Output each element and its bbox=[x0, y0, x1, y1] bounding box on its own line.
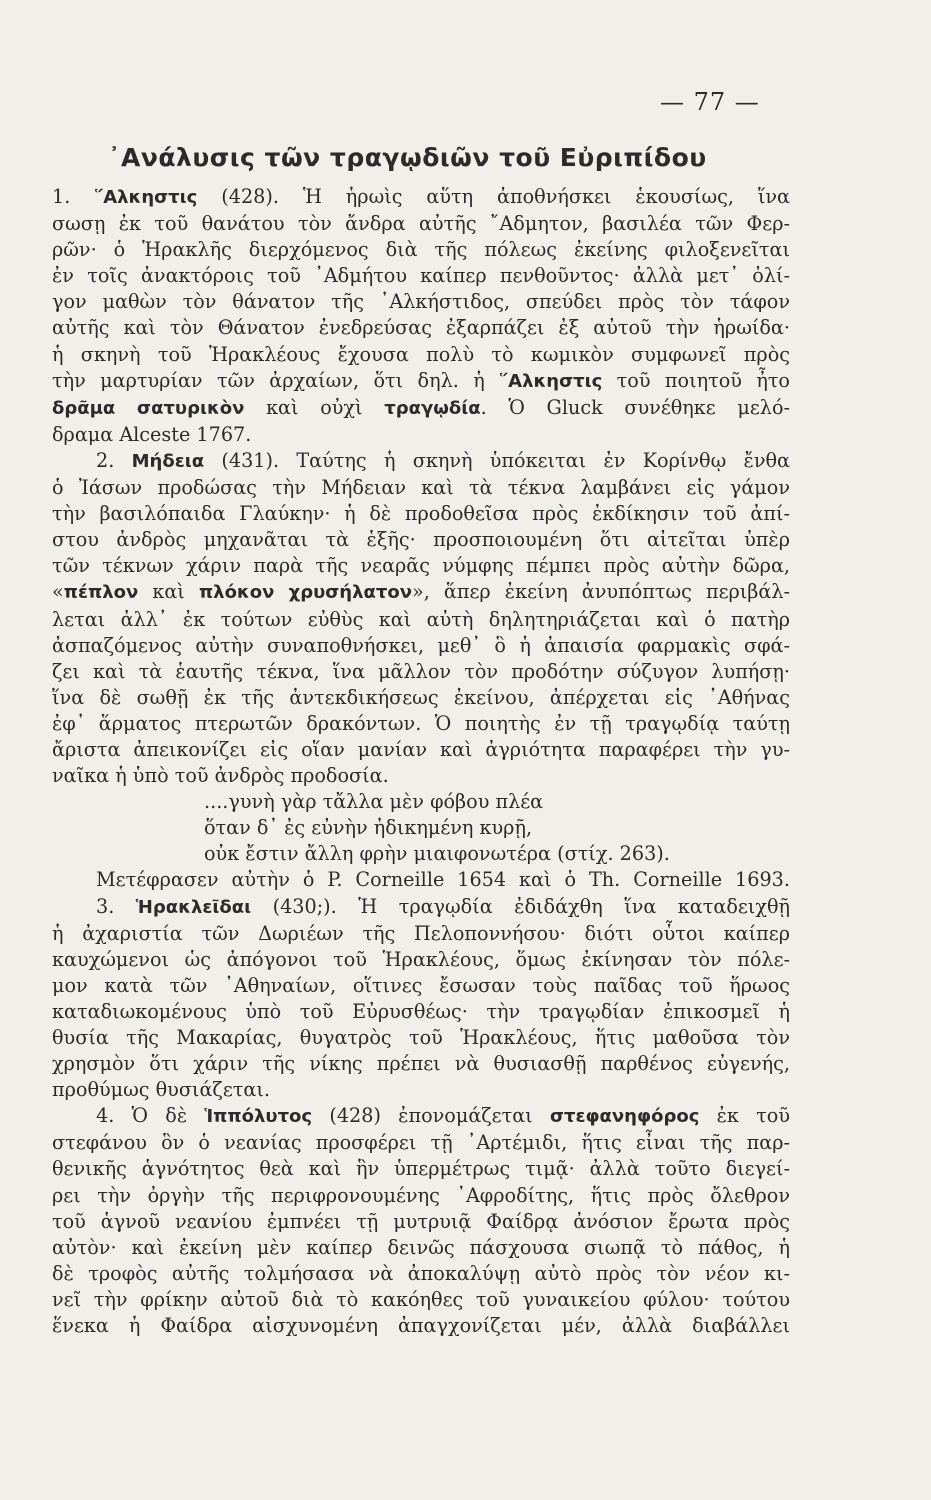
bold-term: Ἡρακλεῖδαι bbox=[135, 896, 252, 918]
text-line bbox=[52, 763, 790, 789]
text-line bbox=[52, 867, 790, 893]
text-span: ἐν τοῖς ἀνακτόροις τοῦ ᾿Αδμήτου καίπερ πενθοῦντος· ἀλλὰ μετ᾿ ὀλί- bbox=[52, 264, 790, 288]
text-line bbox=[52, 1313, 790, 1339]
text-span: στου ἀνδρὸς μηχανᾶται τὰ ἑξῆς· προσποιουμένη ὅτι αἰτεῖται ὑπὲρ bbox=[52, 528, 790, 552]
text-span: ἄριστα ἀπεικονίζει εἰς οἵαν μανίαν καὶ ἀγριότητα παραφέρει τὴν γυ- bbox=[52, 737, 790, 761]
text-span: ἐκ τοῦ bbox=[699, 1104, 790, 1128]
text-line bbox=[52, 315, 790, 341]
text-span: τοῦ ἁγνοῦ νεανίου ἐμπνέει τῇ μυτρυιᾷ Φαίδρᾳ ἀνόσιον ἔρωτα πρὸς bbox=[52, 1209, 790, 1233]
text-span: καταδιωκομένους ὑπὸ τοῦ Εὐρυσθέως· τὴν τραγῳδίαν ἐπικοσμεῖ ἡ bbox=[52, 999, 790, 1023]
bold-term: ῞Αλκηστις bbox=[499, 370, 603, 392]
text-span: (428). Ἡ ἡρωὶς αὕτη ἀποθνήσκει ἑκουσίως, ἵνα bbox=[197, 185, 790, 208]
text-span: λεται ἀλλ᾿ ἐκ τούτων εὐθὺς καὶ αὐτὴ δηλητηριάζεται καὶ ὁ πατὴρ bbox=[52, 607, 790, 631]
text-line bbox=[52, 448, 790, 475]
text-line bbox=[52, 1183, 790, 1209]
bold-term: στεφανηφόρος bbox=[549, 1106, 700, 1128]
text-span: καυχώμενοι ὡς ἀπόγονοι τοῦ Ἡρακλέους, ὅμως ἐκίνησαν τὸν πόλε- bbox=[52, 947, 790, 971]
text-span: καὶ οὐχὶ bbox=[244, 395, 385, 419]
text-line bbox=[52, 184, 790, 211]
text-span: ἀσπαζόμενος αὐτὴν συναποθνήσκει, μεθ᾿ ὃ ἡ ἀπαισία φαρμακὶς σφά- bbox=[52, 633, 790, 657]
text-line bbox=[52, 1103, 790, 1130]
bold-term: ῞Αλκηστις bbox=[94, 187, 198, 208]
body-text bbox=[52, 184, 790, 1339]
text-span: οὐκ ἔστιν ἄλλη φρὴν μιαιφονωτέρα (στίχ. 263). bbox=[204, 842, 670, 866]
text-span: τὴν μαρτυρίαν τῶν ἀρχαίων, ὅτι δηλ. ἡ bbox=[52, 368, 500, 392]
text-line bbox=[52, 289, 790, 315]
text-line bbox=[52, 1130, 790, 1156]
text-span: μον κατὰ τῶν ᾿Αθηναίων, οἵτινες ἔσωσαν τοὺς παῖδας τοῦ ἥρωος bbox=[52, 973, 790, 997]
bold-term: πλόκον χρυσήλατον bbox=[198, 582, 412, 604]
text-span: καὶ bbox=[138, 580, 199, 604]
text-line bbox=[52, 947, 790, 973]
text-span: (430;). Ἡ τραγῳδία ἐδιδάχθη ἵνα καταδειχθῇ bbox=[251, 894, 791, 918]
text-line bbox=[52, 342, 790, 368]
bold-term: Μήδεια bbox=[131, 450, 205, 472]
verse-line bbox=[52, 841, 790, 867]
text-span: ρει τὴν ὀργὴν τῆς περιφρονουμένης ᾿Αφροδίτης, ἥτις πρὸς ὄλεθρον bbox=[52, 1183, 790, 1207]
text-line bbox=[52, 1287, 790, 1313]
text-line bbox=[52, 921, 790, 947]
text-span: θενικῆς ἁγνότητος θεὰ καὶ ἣν ὑπερμέτρως τιμᾷ· ἀλλὰ τοῦτο διεγεί- bbox=[52, 1157, 790, 1181]
text-span: δὲ τροφὸς αὐτῆς τολμήσασα νὰ ἀποκαλύψῃ αὐτὸ πρὸς τὸν νέον κι- bbox=[52, 1261, 790, 1285]
bold-term: δρᾶμα σατυρικὸν bbox=[52, 397, 245, 419]
text-span: ἡ σκηνὴ τοῦ Ἡρακλέους ἔχουσα πολὺ τὸ κωμικὸν συμφωνεῖ πρὸς bbox=[52, 342, 790, 366]
text-span: τὴν βασιλόπαιδα Γλαύκην· ἡ δὲ προδοθεῖσα πρὸς ἐκδίκησιν τοῦ ἀπί- bbox=[52, 502, 790, 526]
text-span: ναῖκα ἡ ὑπὸ τοῦ ἀνδρὸς προδοσία. bbox=[52, 764, 389, 788]
text-span: νεῖ τὴν φρίκην αὐτοῦ διὰ τὸ κακόηθες τοῦ γυναικείου φύλου· τούτου bbox=[52, 1287, 790, 1311]
text-span: ἕνεκα ἡ Φαίδρα αἰσχυνομένη ἀπαγχονίζεται μέν, ἀλλὰ διαβάλλει bbox=[52, 1314, 790, 1338]
text-line bbox=[52, 894, 790, 921]
text-line bbox=[52, 737, 790, 763]
text-span: δραμα Alceste 1767. bbox=[52, 422, 252, 446]
text-line bbox=[52, 501, 790, 527]
verse-line bbox=[52, 789, 790, 815]
text-span: προθύμως θυσιάζεται. bbox=[52, 1078, 270, 1102]
text-line bbox=[52, 1077, 790, 1103]
text-line bbox=[52, 999, 790, 1025]
text-span: χρησμὸν ὅτι χάριν τῆς νίκης πρέπει νὰ θυσιασθῇ παρθένος εὐγενής, bbox=[52, 1052, 790, 1076]
text-span: ὁ Ἰάσων προδώσας τὴν Μήδειαν καὶ τὰ τέκνα λαμβάνει εἰς γάμον bbox=[52, 476, 790, 500]
text-span: ἵνα δὲ σωθῇ ἐκ τῆς ἀντεκδικήσεως ἐκείνου, ἀπέρχεται εἰς ᾿Αθήνας bbox=[52, 685, 790, 709]
text-span: ρῶν· ὁ Ἡρακλῆς διερχόμενος διὰ τῆς πόλεως ἐκείνης φιλοξενεῖται bbox=[52, 238, 790, 262]
text-line bbox=[52, 579, 790, 606]
text-line bbox=[52, 1025, 790, 1051]
text-line bbox=[52, 711, 790, 737]
text-span: « bbox=[52, 580, 64, 604]
text-line bbox=[52, 527, 790, 553]
text-span: ζει καὶ τὰ ἑαυτῆς τέκνα, ἵνα μᾶλλον τὸν προδότην σύζυγον λυπήσῃ· bbox=[52, 659, 790, 683]
text-span: Μετέφρασεν αὐτὴν ὁ P. Corneille 1654 καὶ ὁ Th. Corneille 1693. bbox=[96, 868, 790, 892]
verse-line bbox=[52, 815, 790, 841]
text-span: 1. bbox=[52, 185, 95, 208]
text-line bbox=[52, 211, 790, 237]
text-span: . Ὁ Gluck συνέθηκε μελό- bbox=[480, 395, 790, 419]
text-line bbox=[52, 1051, 790, 1077]
text-span: 4. Ὁ δὲ bbox=[96, 1104, 205, 1128]
text-line bbox=[52, 1261, 790, 1287]
text-span: σωσῃ ἐκ τοῦ θανάτου τὸν ἄνδρα αὐτῆς ῎Αδμητον, βασιλέα τῶν Φερ- bbox=[52, 212, 790, 236]
text-line bbox=[52, 633, 790, 659]
text-line bbox=[52, 1209, 790, 1235]
text-span: », ἅπερ ἐκείνη ἀνυπόπτως περιβάλ- bbox=[411, 580, 791, 604]
text-line bbox=[52, 422, 790, 448]
text-line bbox=[52, 263, 790, 289]
text-line bbox=[52, 368, 790, 395]
text-span: ὅταν δ᾿ ἐς εὐνὴν ἠδικημένη κυρῇ, bbox=[204, 816, 533, 840]
text-span: (431). Ταύτης ἡ σκηνὴ ὑπόκειται ἐν Κορίνθῳ ἔνθα bbox=[204, 448, 791, 472]
bold-term: Ἱππόλυτος bbox=[204, 1106, 313, 1128]
text-line bbox=[52, 237, 790, 263]
text-span: ....γυνὴ γὰρ τἄλλα μὲν φόβου πλέα bbox=[204, 790, 544, 814]
text-span: τοῦ ποιητοῦ ἦτο bbox=[602, 368, 790, 392]
page-title: ᾿Ανάλυσις τῶν τραγῳδιῶν τοῦ Εὐριπίδου bbox=[108, 143, 707, 172]
text-line bbox=[52, 475, 790, 501]
bold-term: πέπλον bbox=[63, 582, 139, 604]
text-span: αὐτὸν· καὶ ἐκείνη μὲν καίπερ δεινῶς πάσχουσα σιωπᾷ τὸ πάθος, ἡ bbox=[52, 1235, 790, 1259]
text-line bbox=[52, 1235, 790, 1261]
text-line bbox=[52, 1156, 790, 1182]
text-span: αὐτῆς καὶ τὸν Θάνατον ἐνεδρεύσας ἐξαρπάζει ἐξ αὐτοῦ τὴν ἡρωίδα· bbox=[52, 316, 790, 340]
text-line bbox=[52, 973, 790, 999]
text-line bbox=[52, 553, 790, 579]
text-span: (428) ἐπονομάζεται bbox=[312, 1104, 550, 1128]
text-span: 2. bbox=[96, 448, 132, 472]
text-line bbox=[52, 685, 790, 711]
text-span: γον μαθὼν τὸν θάνατον τῆς ᾿Αλκήστιδος, σπεύδει πρὸς τὸν τάφον bbox=[52, 290, 790, 314]
text-line bbox=[52, 395, 790, 422]
bold-term: τραγῳδία bbox=[384, 397, 481, 419]
text-span: στεφάνου ὃν ὁ νεανίας προσφέρει τῇ ᾿Αρτέμιδι, ἥτις εἶναι τῆς παρ- bbox=[52, 1131, 790, 1155]
text-line bbox=[52, 659, 790, 685]
text-span: θυσία τῆς Μακαρίας, θυγατρὸς τοῦ Ἡρακλέους, ἥτις μαθοῦσα τὸν bbox=[52, 1026, 790, 1049]
page-number: — 77 — bbox=[660, 88, 760, 116]
text-span: 3. bbox=[96, 894, 136, 918]
text-span: ἡ ἀχαριστία τῶν Δωριέων τῆς Πελοποννήσου· διότι οὗτοι καίπερ bbox=[52, 921, 790, 945]
text-span: τῶν τέκνων χάριν παρὰ τῆς νεαρᾶς νύμφης πέμπει πρὸς αὐτὴν δῶρα, bbox=[52, 554, 790, 578]
text-span: ἐφ᾿ ἅρματος πτερωτῶν δρακόντων. Ὁ ποιητὴς ἐν τῇ τραγῳδίᾳ ταύτῃ bbox=[52, 711, 790, 735]
text-line bbox=[52, 607, 790, 633]
